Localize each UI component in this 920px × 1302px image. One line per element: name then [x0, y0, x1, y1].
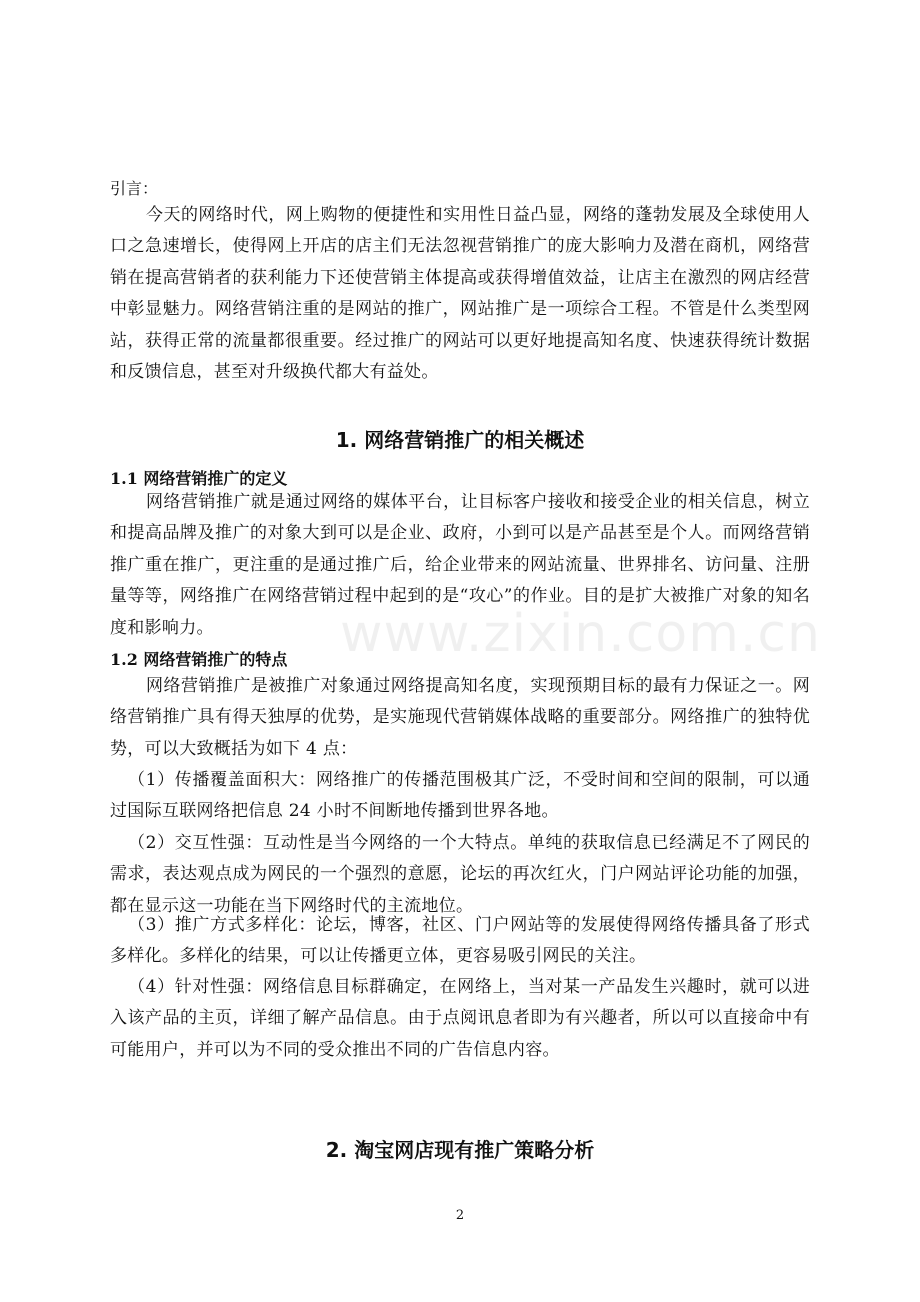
subsection-1-1-paragraph: 网络营销推广就是通过网络的媒体平台，让目标客户接收和接受企业的相关信息，树立和提高品牌及推广的对象大到可以是企业、政府，小到可以是产品甚至是个人。而网络营销推广重在推广，更注重的是通过推广后，给企业带来的网站流量、世界排名、访问量、注册量等等，网络推广在网络营销过程中起到的是“攻心”的作业。目的是扩大被推广对象的知名度和影响力。	[110, 492, 810, 638]
subsection-1-2-paragraph: 网络营销推广是被推广对象通过网络提高知名度，实现预期目标的最有力保证之一。网络营销推广具有得天独厚的优势，是实施现代营销媒体战略的重要部分。网络推广的独特优势，可以大致概括为如下 4 点：	[110, 676, 810, 759]
feature-item-3: （3）推广方式多样化：论坛，博客，社区、门户网站等的发展使得网络传播具备了形式多样化。多样化的结果，可以让传播更立体，更容易吸引网民的关注。	[110, 915, 810, 967]
subsection-1-1-heading: 1.1 网络营销推广的定义	[110, 469, 288, 488]
intro-paragraph: 今天的网络时代，网上购物的便捷性和实用性日益凸显，网络的蓬勃发展及全球使用人口之急速增长，使得网上开店的店主们无法忽视营销推广的庞大影响力及潜在商机，网络营销在提高营销者的获利能力下还使营销主体提高或获得增值效益，让店主在激烈的网店经营中彰显魅力。网络营销注重的是网站的推广，网站推广是一项综合工程。不管是什么类型网站，获得正常的流量都很重要。经过推广的网站可以更好地提高知名度、快速获得统计数据和反馈信息，甚至对升级换代都大有益处。	[110, 205, 810, 383]
section-2-heading: 2. 淘宝网店现有推广策略分析	[325, 1138, 595, 1162]
feature-item-4: （4）针对性强：网络信息目标群确定，在网络上，当对某一产品发生兴趣时，就可以进入该产品的主页，详细了解产品信息。由于点阅讯息者即为有兴趣者，所以可以直接命中有可能用户，并可以为不同的受众推出不同的广告信息内容。	[110, 977, 810, 1060]
subsection-1-2-heading: 1.2 网络营销推广的特点	[110, 650, 288, 669]
intro-label: 引言：	[110, 179, 159, 198]
watermark: www.zixin.com.cn	[340, 604, 821, 664]
feature-item-1: （1）传播覆盖面积大：网络推广的传播范围极其广泛，不受时间和空间的限制，可以通过国际互联网络把信息 24 小时不间断地传播到世界各地。	[110, 770, 810, 822]
page-number: 2	[455, 1208, 465, 1223]
section-1-heading: 1. 网络营销推广的相关概述	[335, 428, 585, 452]
feature-item-2: （2）交互性强：互动性是当今网络的一个大特点。单纯的获取信息已经满足不了网民的需求，表达观点成为网民的一个强烈的意愿，论坛的再次红火，门户网站评论功能的加强，都在显示这一功能在当下网络时代的主流地位。	[110, 833, 810, 916]
